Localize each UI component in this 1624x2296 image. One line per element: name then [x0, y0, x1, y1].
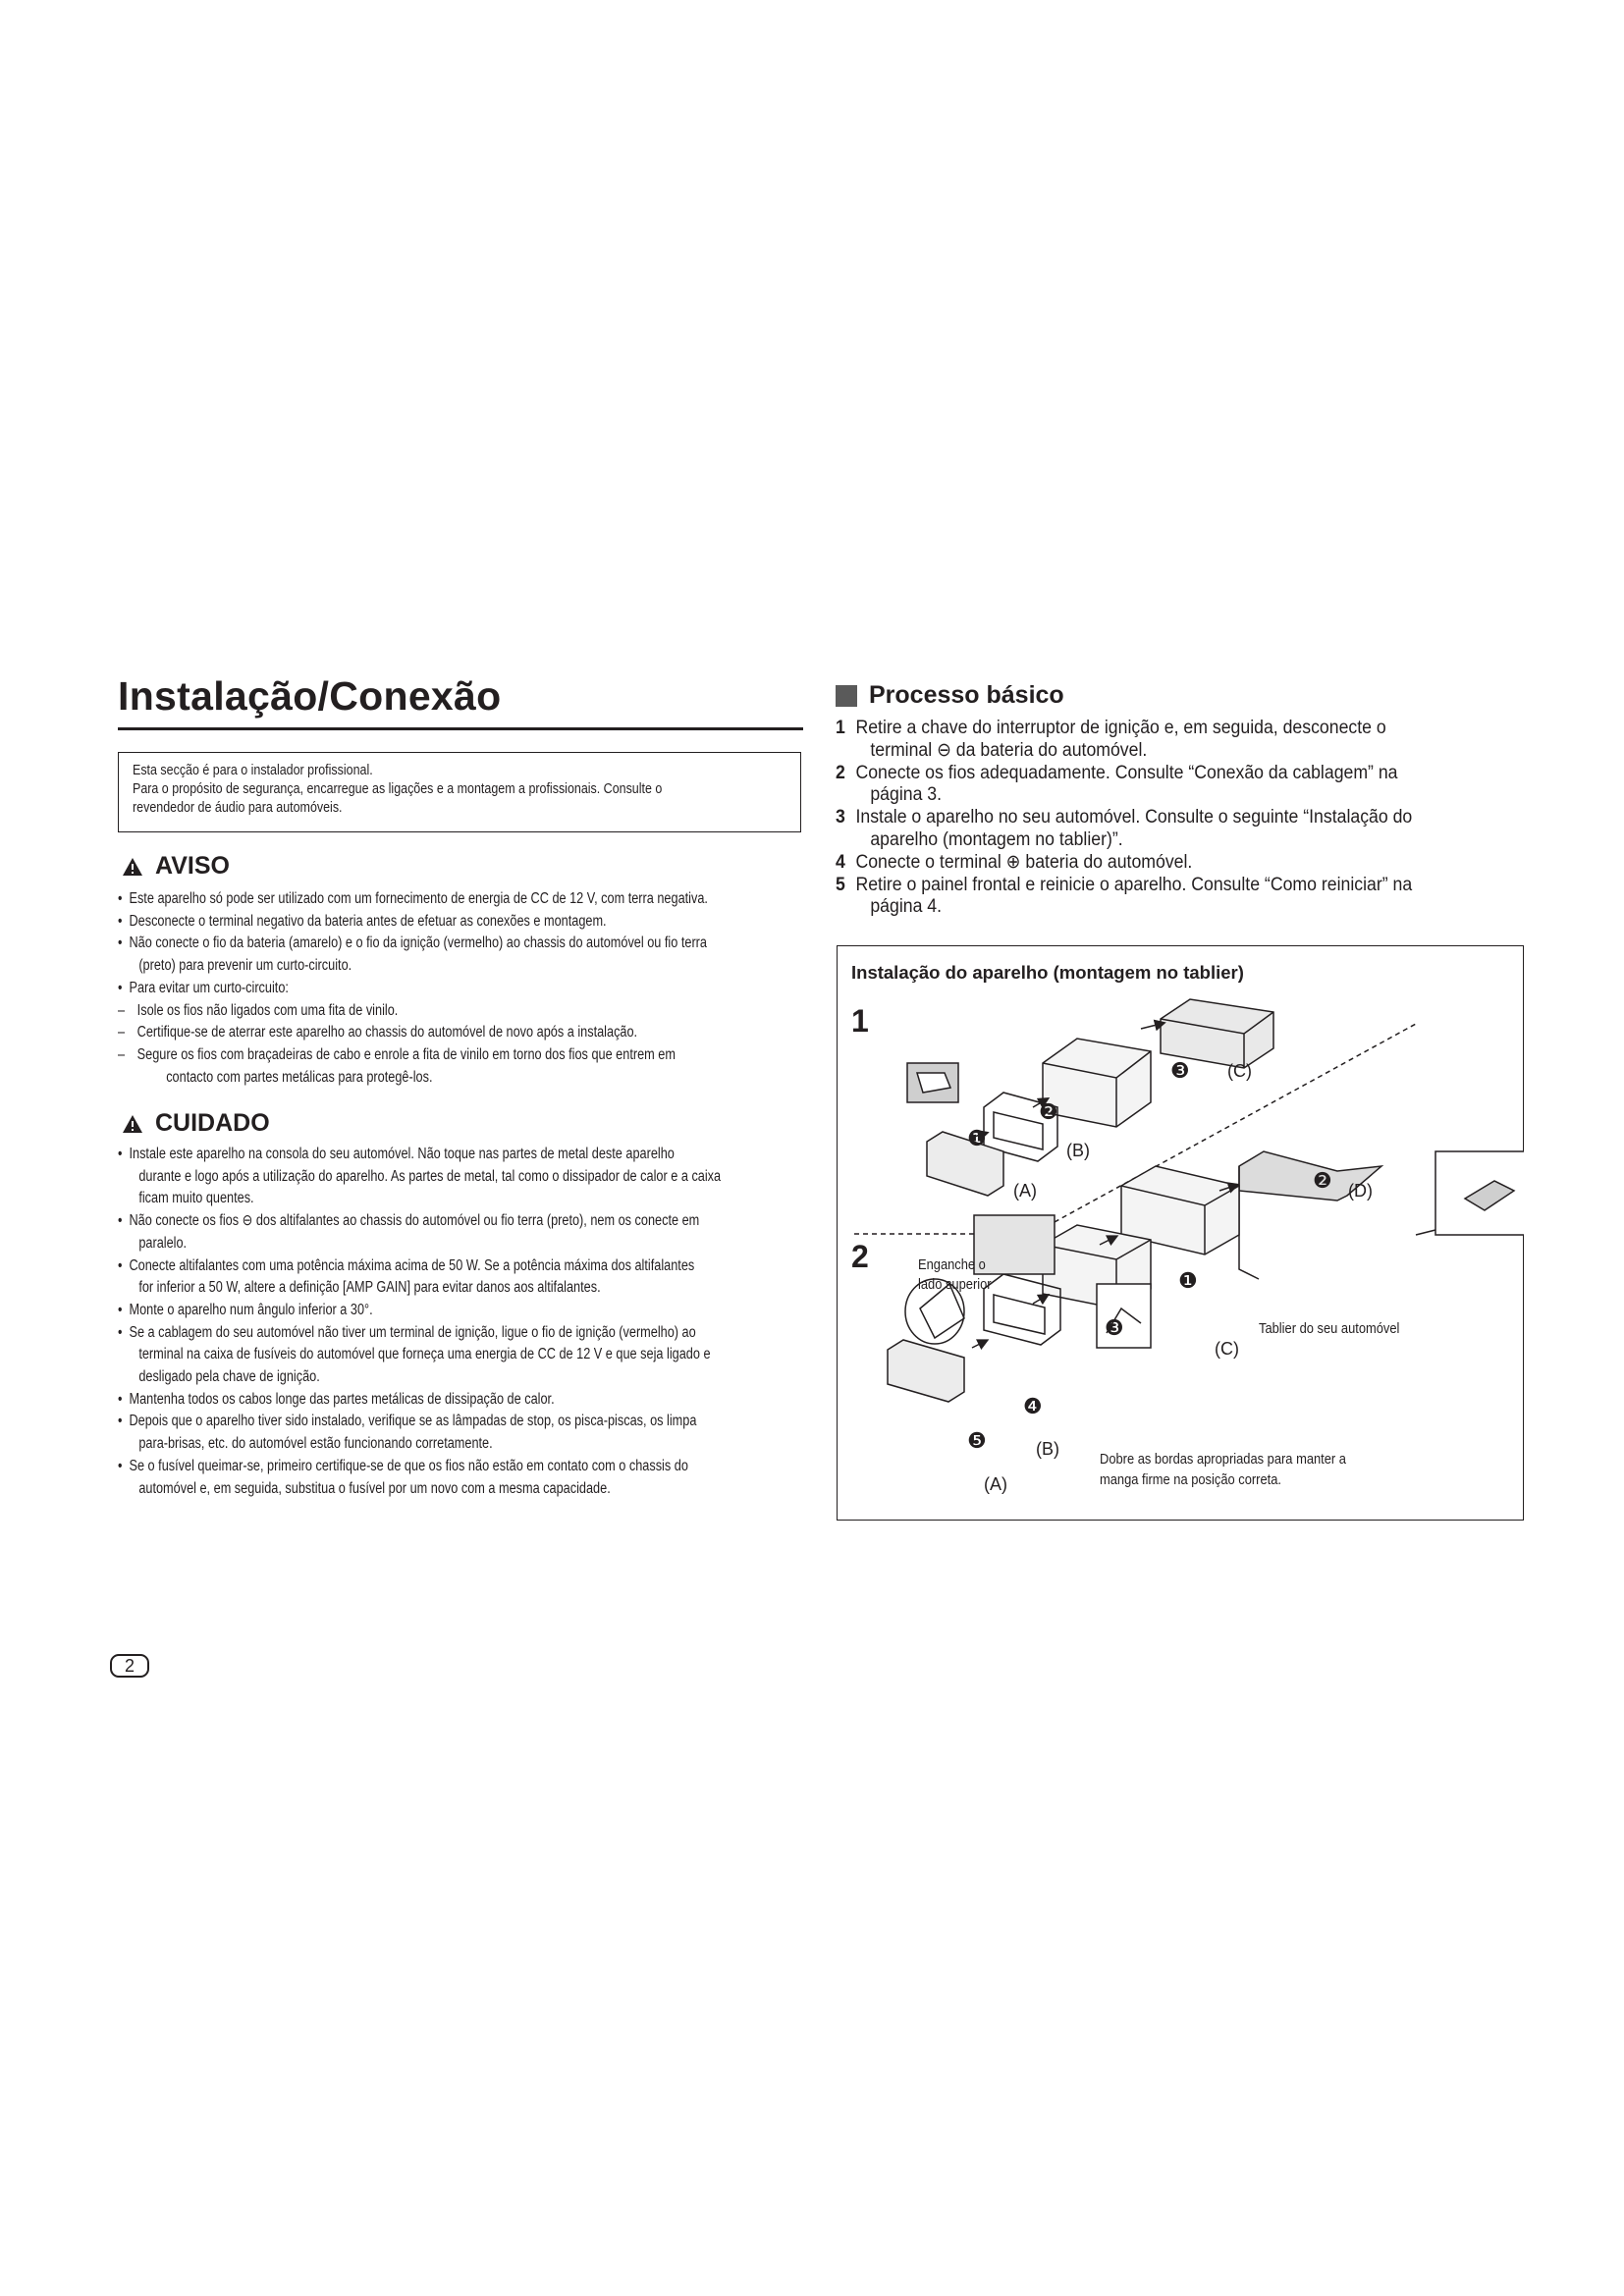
list-marker: • — [118, 1146, 123, 1162]
intro-box — [118, 752, 801, 832]
aviso-heading — [122, 852, 230, 881]
detach-inset-step1 — [907, 1063, 958, 1102]
list-text: durante e logo após a utilização do aparelho. As partes de metal, tal como o dissipador de calor e a caixa — [138, 1167, 722, 1185]
step-row — [836, 852, 1456, 875]
step-row — [836, 875, 1456, 897]
list-text: Para evitar um curto-circuito: — [129, 979, 289, 996]
list-text: para-brisas, etc. do automóvel estão funcionando corretamente. — [138, 1435, 493, 1453]
step-row — [836, 807, 1456, 829]
list-text: Desconecte o terminal negativo da bateria antes de efetuar as conexões e montagem. — [129, 912, 607, 930]
harness-d-inset — [1416, 1151, 1524, 1235]
list-text: Mantenha todos os cabos longe das partes metálicas de dissipação de calor. — [129, 1390, 555, 1408]
aviso-item — [118, 911, 827, 934]
faceplate-a-step1 — [927, 1132, 1003, 1196]
figure-step-1: 1 — [851, 1003, 869, 1039]
title-rule — [118, 727, 803, 730]
callout-4: ❹ — [1023, 1394, 1043, 1418]
step-text: aparelho (montagem no tablier)”. — [870, 828, 1123, 850]
dobre-label-2: manga firme na posição correta. — [1100, 1471, 1281, 1488]
cuidado-heading-text: CUIDADO — [155, 1109, 270, 1137]
list-marker: • — [118, 1323, 123, 1341]
processo-heading-text: Processo básico — [869, 681, 1064, 709]
list-text: Instale este aparelho na consola do seu automóvel. Não toque nas partes de metal deste aparelho — [129, 1146, 675, 1162]
list-text: contacto com partes metálicas para protegê-los. — [166, 1068, 433, 1086]
enganche-label-2: lado superior — [918, 1276, 992, 1293]
steps-list — [836, 718, 1503, 919]
list-text: automóvel e, em seguida, substitua o fusível por um novo com a mesma capacidade. — [138, 1479, 611, 1497]
aviso-heading-text: AVISO — [155, 852, 230, 880]
list-text: Se a cablagem do seu automóvel não tiver um terminal de ignição, ligue o fio de ignição (vermelho) ao — [129, 1323, 696, 1341]
list-text: ficam muito quentes. — [138, 1190, 254, 1207]
step-row — [836, 763, 1456, 785]
callout-3: ❸ — [1170, 1058, 1190, 1083]
dobre-label-1: Dobre as bordas apropriadas para manter a — [1100, 1451, 1346, 1468]
processo-heading — [836, 681, 1064, 710]
label-a: (A) — [1013, 1181, 1037, 1201]
step-text: página 3. — [870, 784, 943, 806]
cuidado-item — [118, 1389, 827, 1412]
warning-icon — [122, 857, 143, 877]
intro-line: Esta secção é para o instalador profissional. — [133, 763, 373, 778]
cuidado-item — [118, 1300, 827, 1322]
section-square-icon — [836, 685, 857, 707]
intro-line: revendedor de áudio para automóveis. — [133, 800, 343, 816]
installation-illustration — [837, 945, 1524, 1521]
list-marker: • — [118, 1457, 123, 1474]
cuidado-item — [118, 1166, 827, 1189]
callout-5: ❺ — [967, 1428, 987, 1453]
faceplate-a-step2 — [888, 1340, 964, 1402]
cuidado-item — [118, 1433, 827, 1456]
cuidado-item — [118, 1344, 827, 1366]
cuidado-item — [118, 1322, 827, 1345]
cuidado-heading — [122, 1109, 270, 1138]
tablier-label: Tablier do seu automóvel — [1259, 1320, 1400, 1337]
step-row — [836, 718, 1456, 740]
step-number: 2 — [836, 762, 845, 783]
list-marker: • — [118, 1301, 123, 1318]
list-marker: – — [118, 1045, 126, 1063]
step-text: Instale o aparelho no seu automóvel. Consulte o seguinte “Instalação do — [855, 807, 1413, 828]
aviso-item — [118, 1044, 827, 1067]
cuidado-item — [118, 1210, 827, 1233]
step-row — [836, 896, 1456, 919]
list-text: terminal na caixa de fusíveis do automóvel que forneça uma energia de CC de 12 V e que seja ligado e — [138, 1346, 711, 1363]
step-number: 1 — [836, 718, 845, 738]
list-marker: – — [118, 1024, 126, 1041]
step-number: 3 — [836, 807, 845, 828]
cuidado-item — [118, 1478, 827, 1501]
list-marker: • — [118, 1413, 123, 1430]
label-d: (D) — [1348, 1181, 1373, 1201]
label-b: (B) — [1066, 1141, 1090, 1160]
label-c-step2: (C) — [1215, 1339, 1239, 1359]
cuidado-item — [118, 1233, 827, 1255]
cuidado-item — [118, 1144, 827, 1166]
enganche-label-1: Enganche o — [918, 1256, 986, 1273]
list-marker: • — [118, 912, 123, 930]
cuidado-item — [118, 1277, 827, 1300]
list-text: Não conecte o fio da bateria (amarelo) e o fio da ignição (vermelho) ao chassis do automóvel ou fio terra — [129, 934, 707, 952]
list-text: Depois que o aparelho tiver sido instalado, verifique se as lâmpadas de stop, os pisca-piscas, os limpa — [129, 1413, 697, 1430]
callout-1-step2: ❶ — [1178, 1268, 1198, 1293]
list-text: Não conecte os fios ⊖ dos altifalantes ao chassis do automóvel ou fio terra (preto), nem os conecte em — [129, 1212, 700, 1230]
list-text: Este aparelho só pode ser utilizado com um fornecimento de energia de CC de 12 V, com terra negativa. — [129, 890, 708, 907]
figure-step-2: 2 — [851, 1239, 869, 1274]
step-number: 5 — [836, 874, 845, 895]
cuidado-item — [118, 1411, 827, 1433]
list-marker: • — [118, 979, 123, 996]
label-a-step2: (A) — [984, 1474, 1007, 1494]
step-row — [836, 784, 1456, 807]
callout-1: ❶ — [967, 1126, 987, 1150]
list-marker: • — [118, 890, 123, 907]
list-marker: • — [118, 1256, 123, 1274]
list-text: (preto) para prevenir um curto-circuito. — [138, 957, 352, 975]
aviso-item — [118, 933, 827, 955]
step-text: Conecte o terminal ⊕ bateria do automóvel. — [855, 851, 1193, 873]
unit-step1 — [1043, 1039, 1151, 1127]
step-text: Retire a chave do interruptor de ignição e, em seguida, desconecte o — [855, 718, 1386, 738]
list-marker: • — [118, 1212, 123, 1230]
step-row — [836, 829, 1456, 852]
callout-2: ❷ — [1039, 1099, 1058, 1124]
page-number: 2 — [110, 1654, 149, 1678]
cuidado-item — [118, 1456, 827, 1478]
list-text: paralelo. — [138, 1234, 188, 1252]
page-title: Instalação/Conexão — [118, 673, 502, 719]
list-text: Certifique-se de aterrar este aparelho ao chassis do automóvel de novo após a instalação. — [136, 1024, 638, 1041]
dashboard-step2 — [1239, 1151, 1381, 1279]
step-text: página 4. — [870, 896, 943, 918]
list-marker: – — [118, 1001, 126, 1019]
aviso-item — [118, 1067, 827, 1090]
step-text: Retire o painel frontal e reinicie o aparelho. Consulte “Como reiniciar” na — [855, 874, 1413, 895]
list-text: for inferior a 50 W, altere a definição [AMP GAIN] para evitar danos aos altifalantes. — [138, 1279, 601, 1297]
list-text: Se o fusível queimar-se, primeiro certifique-se de que os fios não estão em contato com o chassis do — [129, 1457, 688, 1474]
cuidado-item — [118, 1188, 827, 1210]
aviso-item — [118, 978, 827, 1000]
aviso-item — [118, 955, 827, 978]
list-text: Segure os fios com braçadeiras de cabo e enrole a fita de vinilo em torno dos fios que entrem em — [136, 1045, 676, 1063]
cuidado-item — [118, 1255, 827, 1278]
aviso-item — [118, 1022, 827, 1044]
list-text: desligado pela chave de ignição. — [138, 1368, 320, 1386]
intro-line: Para o propósito de segurança, encarregue as ligações e a montagem a profissionais. Consulte o — [133, 781, 663, 797]
step-number: 4 — [836, 851, 845, 873]
aviso-item — [118, 888, 827, 911]
cuidado-item — [118, 1366, 827, 1389]
figure-title: Instalação do aparelho (montagem no tablier) — [851, 962, 1244, 983]
list-marker: • — [118, 1390, 123, 1408]
list-text: Monte o aparelho num ângulo inferior a 30°. — [129, 1301, 373, 1318]
label-b-step2: (B) — [1036, 1439, 1059, 1459]
warning-icon — [122, 1114, 143, 1134]
list-marker: • — [118, 934, 123, 952]
aviso-item — [118, 1000, 827, 1023]
label-c: (C) — [1227, 1061, 1252, 1081]
wire-inset — [974, 1215, 1055, 1274]
step-text: Conecte os fios adequadamente. Consulte “Conexão da cablagem” na — [855, 762, 1398, 783]
step-row — [836, 740, 1456, 763]
callout-2-harness: ❷ — [1313, 1168, 1332, 1193]
list-text: Isole os fios não ligados com uma fita de vinilo. — [136, 1001, 399, 1019]
list-text: Conecte altifalantes com uma potência máxima acima de 50 W. Se a potência máxima dos altifalantes — [129, 1256, 695, 1274]
callout-3-step2: ❸ — [1105, 1315, 1124, 1340]
step-text: terminal ⊖ da bateria do automóvel. — [870, 739, 1148, 761]
